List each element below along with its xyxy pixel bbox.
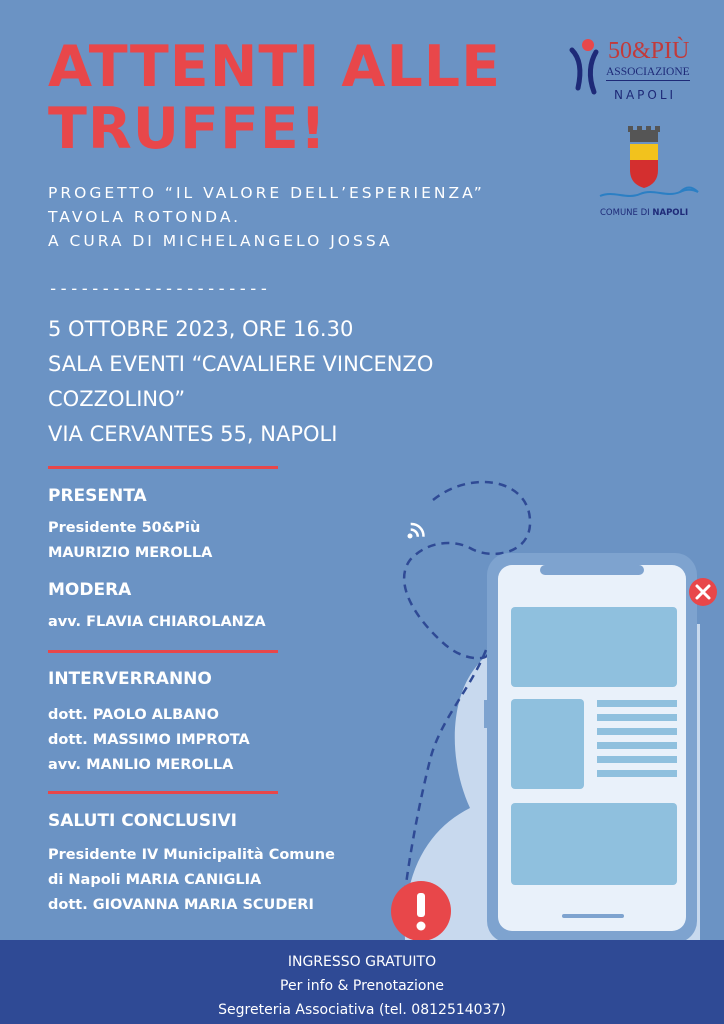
red-divider bbox=[48, 466, 278, 469]
comune-label bbox=[600, 208, 688, 218]
page-title: ATTENTI ALLE TRUFFE! bbox=[48, 34, 502, 162]
section-modera bbox=[48, 580, 266, 635]
section-line: Presidente IV Municipalità Comune bbox=[48, 847, 335, 863]
comune-label-prefix: COMUNE DI bbox=[600, 208, 653, 218]
subtitle bbox=[48, 181, 485, 253]
coat-of-arms-icon bbox=[594, 124, 706, 204]
logo-napoli: NAPOLI bbox=[614, 88, 677, 102]
section-line: dott. GIOVANNA MARIA SCUDERI bbox=[48, 897, 314, 913]
logo-associazione: ASSOCIAZIONE bbox=[606, 66, 690, 81]
comune-label-bold: NAPOLI bbox=[652, 208, 689, 218]
screen-card-left bbox=[511, 699, 584, 789]
section-line: dott. MASSIMO IMPROTA bbox=[48, 732, 250, 748]
dashed-path bbox=[404, 482, 530, 658]
event-venue-cont: COZZOLINO” bbox=[48, 387, 186, 411]
section-line: avv. FLAVIA CHIAROLANZA bbox=[48, 614, 266, 630]
comune-logo bbox=[594, 124, 706, 224]
section-line: avv. MANLIO MEROLLA bbox=[48, 757, 234, 773]
section-heading: SALUTI CONCLUSIVI bbox=[48, 811, 237, 831]
phone-notch bbox=[540, 565, 644, 575]
event-address: VIA CERVANTES 55, NAPOLI bbox=[48, 422, 338, 446]
section-interverranno bbox=[48, 669, 250, 778]
subtitle-line: TAVOLA ROTONDA. bbox=[48, 208, 242, 226]
section-heading: PRESENTA bbox=[48, 486, 147, 506]
screen-line bbox=[597, 728, 677, 735]
dashed-path-lower bbox=[404, 650, 486, 900]
section-line: MAURIZIO MEROLLA bbox=[48, 545, 213, 561]
screen-card-top bbox=[511, 607, 677, 687]
footer-contact: Segreteria Associativa (tel. 0812514037) bbox=[218, 1002, 506, 1018]
footer-entry: INGRESSO GRATUITO bbox=[287, 954, 437, 970]
footer-info: Per info & Prenotazione bbox=[280, 978, 444, 994]
red-divider bbox=[48, 791, 278, 794]
phone-body bbox=[487, 553, 697, 943]
dashed-divider: --------------------- bbox=[48, 279, 270, 299]
home-bar bbox=[562, 914, 624, 918]
section-line: Presidente 50&Più bbox=[48, 520, 201, 536]
section-heading: MODERA bbox=[48, 580, 132, 600]
section-line: di Napoli MARIA CANIGLIA bbox=[48, 872, 262, 888]
subtitle-line: PROGETTO “IL VALORE DELL’ESPERIENZA” bbox=[48, 184, 485, 202]
event-date: 5 OTTOBRE 2023, ORE 16.30 bbox=[48, 317, 354, 341]
alert-icon bbox=[391, 881, 451, 941]
screen-line bbox=[597, 756, 677, 763]
screen-card-bottom bbox=[511, 803, 677, 885]
screen-line bbox=[597, 742, 677, 749]
logo-50piu: 50&PIÙ bbox=[608, 38, 690, 64]
red-divider bbox=[48, 650, 278, 653]
logo-figure-icon bbox=[566, 36, 606, 106]
wifi-icon bbox=[408, 521, 427, 538]
section-heading: INTERVERRANNO bbox=[48, 669, 212, 689]
event-venue: SALA EVENTI “CAVALIERE VINCENZO bbox=[48, 352, 434, 376]
screen-line bbox=[597, 714, 677, 721]
subtitle-line: A CURA DI MICHELANGELO JOSSA bbox=[48, 232, 393, 250]
section-saluti bbox=[48, 811, 335, 918]
section-presenta bbox=[48, 486, 212, 566]
event-details bbox=[48, 312, 433, 452]
associazione-logo bbox=[562, 34, 702, 110]
phone-screen bbox=[498, 565, 686, 931]
footer-banner bbox=[0, 940, 724, 1024]
cloud-shape bbox=[405, 624, 700, 940]
screen-line bbox=[597, 770, 677, 777]
side-button bbox=[484, 700, 488, 728]
screen-line bbox=[597, 700, 677, 707]
section-line: dott. PAOLO ALBANO bbox=[48, 707, 219, 723]
close-icon bbox=[689, 578, 717, 606]
